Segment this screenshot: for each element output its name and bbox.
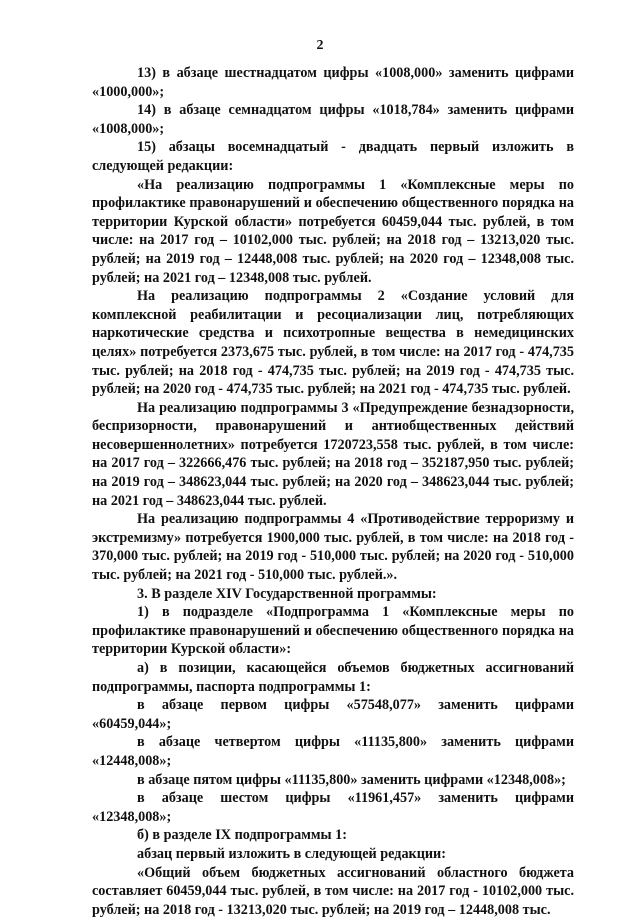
paragraph-item-14: 14) в абзаце семнадцатом цифры «1018,784» заменить цифрами «1008,000»; <box>92 102 574 137</box>
paragraph-total-volume: «Общий объем бюджетных ассигнований областного бюджета составляет 60459,044 тыс. рублей, в том числе: на 2017 год - 10102,000 тыс. рублей; на 2018 год - 13213,020 тыс. рублей; на 2019 год – 12448,008 тыс. <box>92 864 574 918</box>
document-body <box>92 64 574 919</box>
paragraph-subprogram-1-funding: «На реализацию подпрограммы 1 «Комплексные меры по профилактике правонарушений и обеспечению общественного порядка на территории Курской области» потребуется 60459,044 тыс. рублей, в том числе: на 2017 год – 10102,000 тыс. рублей; на 2018 год – 13213,020 тыс. рублей; на 2019 год – 12448,008 тыс. рублей; на 2020 год – 12348,008 тыс. рублей; на 2021 год – 12348,008 тыс. рублей. <box>92 176 574 286</box>
paragraph-subprogram-2-funding: На реализацию подпрограммы 2 «Создание условий для комплексной реабилитации и ресоциализации лиц, потребляющих наркотические средства и психотропные вещества в немедицинских целях» потребуется 2373,675 тыс. рублей, в том числе: на 2017 год - 474,735 тыс. рублей; на 2018 год - 474,735 тыс. рублей; на 2019 год - 474,735 тыс. рублей; на 2020 год - 474,735 тыс. рублей; на 2021 год - 474,735 тыс. рублей. <box>92 288 574 398</box>
paragraph-item-b: б) в разделе IX подпрограммы 1: <box>137 827 347 844</box>
paragraph-fifth-abzac: в абзаце пятом цифры «11135,800» заменить цифрами «12348,008»; <box>137 771 566 788</box>
paragraph-item-13: 13) в абзаце шестнадцатом цифры «1008,000» заменить цифрами «1000,000»; <box>92 65 574 100</box>
paragraph-subprogram-4-funding: На реализацию подпрограммы 4 «Противодействие терроризму и экстремизму» потребуется 1900,000 тыс. рублей, в том числе: на 2018 год - 370,000 тыс. рублей; на 2019 год - 510,000 тыс. рублей; на 2020 год - 510,000 тыс. рублей; на 2021 год - 510,000 тыс. рублей.». <box>92 511 574 584</box>
page-number: 2 <box>316 38 324 53</box>
paragraph-fourth-abzac: в абзаце четвертом цифры «11135,800» заменить цифрами «12448,008»; <box>92 734 574 769</box>
paragraph-subprogram-3-funding: На реализацию подпрограммы 3 «Предупреждение безнадзорности, беспризорности, правонарушений и антиобщественных действий несовершеннолетних» потребуется 1720723,558 тыс. рублей, в том числе: на 2017 год – 322666,476 тыс. рублей; на 2018 год – 352187,950 тыс. рублей; на 2019 год – 348623,044 тыс. рублей; на 2020 год – 348623,044 тыс. рублей; на 2021 год – 348623,044 тыс. рублей. <box>92 399 574 509</box>
paragraph-subsection-1: 1) в подразделе «Подпрограмма 1 «Комплексные меры по профилактике правонарушений и обеспечению общественного порядка на территории Курской области»: <box>92 604 574 658</box>
paragraph-item-a: а) в позиции, касающейся объемов бюджетных ассигнований подпрограммы, паспорта подпрограммы 1: <box>92 660 574 695</box>
paragraph-sixth-abzac: в абзаце шестом цифры «11961,457» заменить цифрами «12348,008»; <box>92 790 574 825</box>
paragraph-section-14: 3. В разделе XIV Государственной программы: <box>137 585 437 602</box>
paragraph-first-abzac: в абзаце первом цифры «57548,077» заменить цифрами «60459,044»; <box>92 697 574 732</box>
paragraph-first-abzac-edit: абзац первый изложить в следующей редакции: <box>137 845 446 862</box>
paragraph-item-15: 15) абзацы восемнадцатый - двадцать первый изложить в следующей редакции: <box>92 139 574 174</box>
